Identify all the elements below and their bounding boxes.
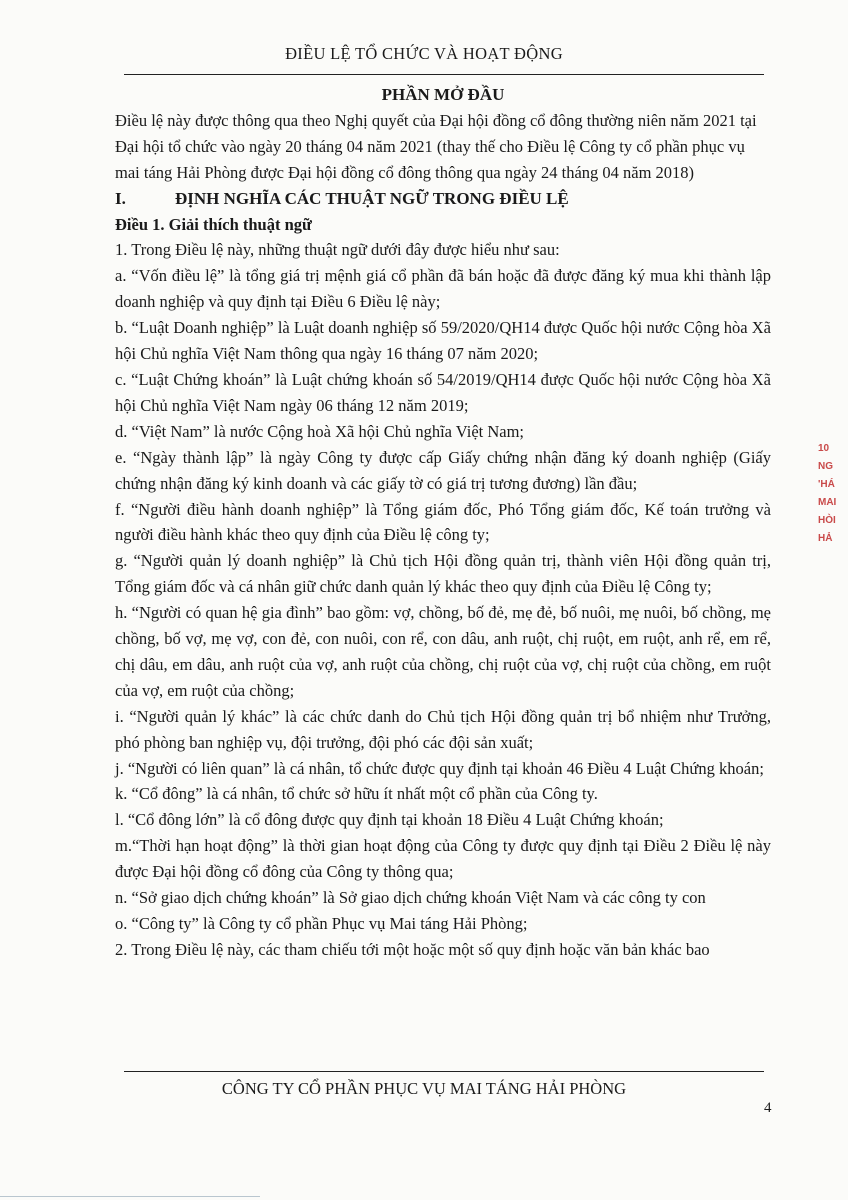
clause-i: i. “Người quản lý khác” là các chức danh do Chủ tịch Hội đồng quản trị bổ nhiệm như Trưởng, phó phòng ban nghiệp vụ, đội trưởng, đội phó các đội sản xuất; bbox=[115, 706, 771, 752]
stamp-line: NG bbox=[818, 461, 833, 472]
footer-divider bbox=[124, 1071, 764, 1072]
stamp-line: HẢ bbox=[818, 533, 833, 544]
section-heading bbox=[115, 186, 771, 212]
clause-g: g. “Người quản lý doanh nghiệp” là Chủ tịch Hội đồng quản trị, thành viên Hội đồng quản trị, Tổng giám đốc và cá nhân giữ chức danh quản lý khác theo quy định của Điều lệ Công ty; bbox=[115, 551, 771, 597]
clause-h: h. “Người có quan hệ gia đình” bao gồm: vợ, chồng, bố đẻ, mẹ đẻ, bố nuôi, mẹ nuôi, bố chồng, mẹ chồng, bố vợ, mẹ vợ, con đẻ, con nuôi, con rể, con dâu, anh ruột, chị ruột, em ruột, anh rể, em rể, chị dâu, em dâu, anh ruột của vợ, anh ruột của chồng, chị ruột của vợ, chị ruột của chồng, em ruột của vợ, em ruột của chồng; bbox=[115, 603, 771, 700]
stamp-line: 10 bbox=[818, 443, 830, 454]
scan-edge-line bbox=[0, 1196, 260, 1197]
section-title: ĐỊNH NGHĨA CÁC THUẬT NGỮ TRONG ĐIỀU LỆ bbox=[175, 188, 569, 208]
clause-2: 2. Trong Điều lệ này, các tham chiếu tới một hoặc một số quy định hoặc văn bản khác bao bbox=[115, 939, 710, 959]
footer-company: CÔNG TY CỔ PHẦN PHỤC VỤ MAI TÁNG HẢI PHÒNG bbox=[221, 1079, 627, 1098]
clause-o: o. “Công ty” là Công ty cổ phần Phục vụ Mai táng Hải Phòng; bbox=[115, 914, 528, 933]
intro-paragraph: Điều lệ này được thông qua theo Nghị quyết của Đại hội đồng cổ đông thường niên năm 2021 tại Đại hội tổ chức vào ngày 20 tháng 04 năm 2021 (thay thế cho Điều lệ Công ty cổ phần phục vụ mai táng Hải Phòng được Đại hội đồng cổ đông thông qua ngày 24 tháng 04 năm 2018) bbox=[115, 110, 757, 182]
stamp-line: MAI bbox=[818, 497, 837, 508]
stamp-line: HÒI bbox=[818, 515, 836, 526]
clause-l: l. “Cổ đông lớn” là cổ đông được quy định tại khoản 18 Điều 4 Luật Chứng khoán; bbox=[115, 810, 664, 830]
running-header: ĐIỀU LỆ TỔ CHỨC VÀ HOẠT ĐỘNG bbox=[285, 44, 563, 63]
clause-d: d. “Việt Nam” là nước Cộng hoà Xã hội Chủ nghĩa Việt Nam; bbox=[115, 421, 525, 441]
header-divider bbox=[124, 74, 764, 75]
clause-e: e. “Ngày thành lập” là ngày Công ty được cấp Giấy chứng nhận đăng ký doanh nghiệp (Giấy chứng nhận đăng ký kinh doanh và các giấy tờ có giá trị tương đương) lần đầu; bbox=[115, 447, 771, 493]
clause-1: 1. Trong Điều lệ này, những thuật ngữ dưới đây được hiểu như sau: bbox=[115, 240, 560, 260]
clause-b: b. “Luật Doanh nghiệp” là Luật doanh nghiệp số 59/2020/QH14 được Quốc hội nước Cộng hòa Xã hội Chủ nghĩa Việt Nam thông qua ngày 16 tháng 07 năm 2020; bbox=[115, 318, 771, 364]
clause-k: k. “Cổ đông” là cá nhân, tổ chức sở hữu ít nhất một cổ phần của Công ty. bbox=[115, 784, 598, 804]
clause-f: f. “Người điều hành doanh nghiệp” là Tổng giám đốc, Phó Tổng giám đốc, Kế toán trưởng và người điều hành khác theo quy định của Điều lệ công ty; bbox=[115, 499, 771, 545]
stamp-line: 'HÁ bbox=[818, 479, 835, 490]
clause-a: a. “Vốn điều lệ” là tổng giá trị mệnh giá cổ phần đã bán hoặc đã được đăng ký mua khi thành lập doanh nghiệp và quy định tại Điều 6 Điều lệ này; bbox=[115, 266, 771, 312]
clause-j: j. “Người có liên quan” là cá nhân, tổ chức được quy định tại khoản 46 Điều 4 Luật Chứng khoán; bbox=[115, 758, 764, 778]
document-body bbox=[115, 82, 771, 963]
article-title: Điều 1. Giải thích thuật ngữ bbox=[115, 214, 312, 234]
intro-title: PHẦN MỞ ĐẦU bbox=[381, 85, 505, 104]
clause-c: c. “Luật Chứng khoán” là Luật chứng khoán số 54/2019/QH14 được Quốc hội nước Cộng hòa Xã hội Chủ nghĩa Việt Nam ngày 06 tháng 12 năm 2019; bbox=[115, 369, 771, 415]
clause-n: n. “Sở giao dịch chứng khoán” là Sở giao dịch chứng khoán Việt Nam và các công ty con bbox=[115, 888, 706, 908]
clause-m: m.“Thời hạn hoạt động” là thời gian hoạt động của Công ty được quy định tại Điều 2 Điều lệ này được Đại hội đồng cổ đông của Công ty thông qua; bbox=[115, 836, 771, 882]
red-stamp-fragment bbox=[818, 440, 848, 590]
section-number: I. bbox=[115, 188, 126, 208]
page-number: 4 bbox=[764, 1100, 772, 1116]
